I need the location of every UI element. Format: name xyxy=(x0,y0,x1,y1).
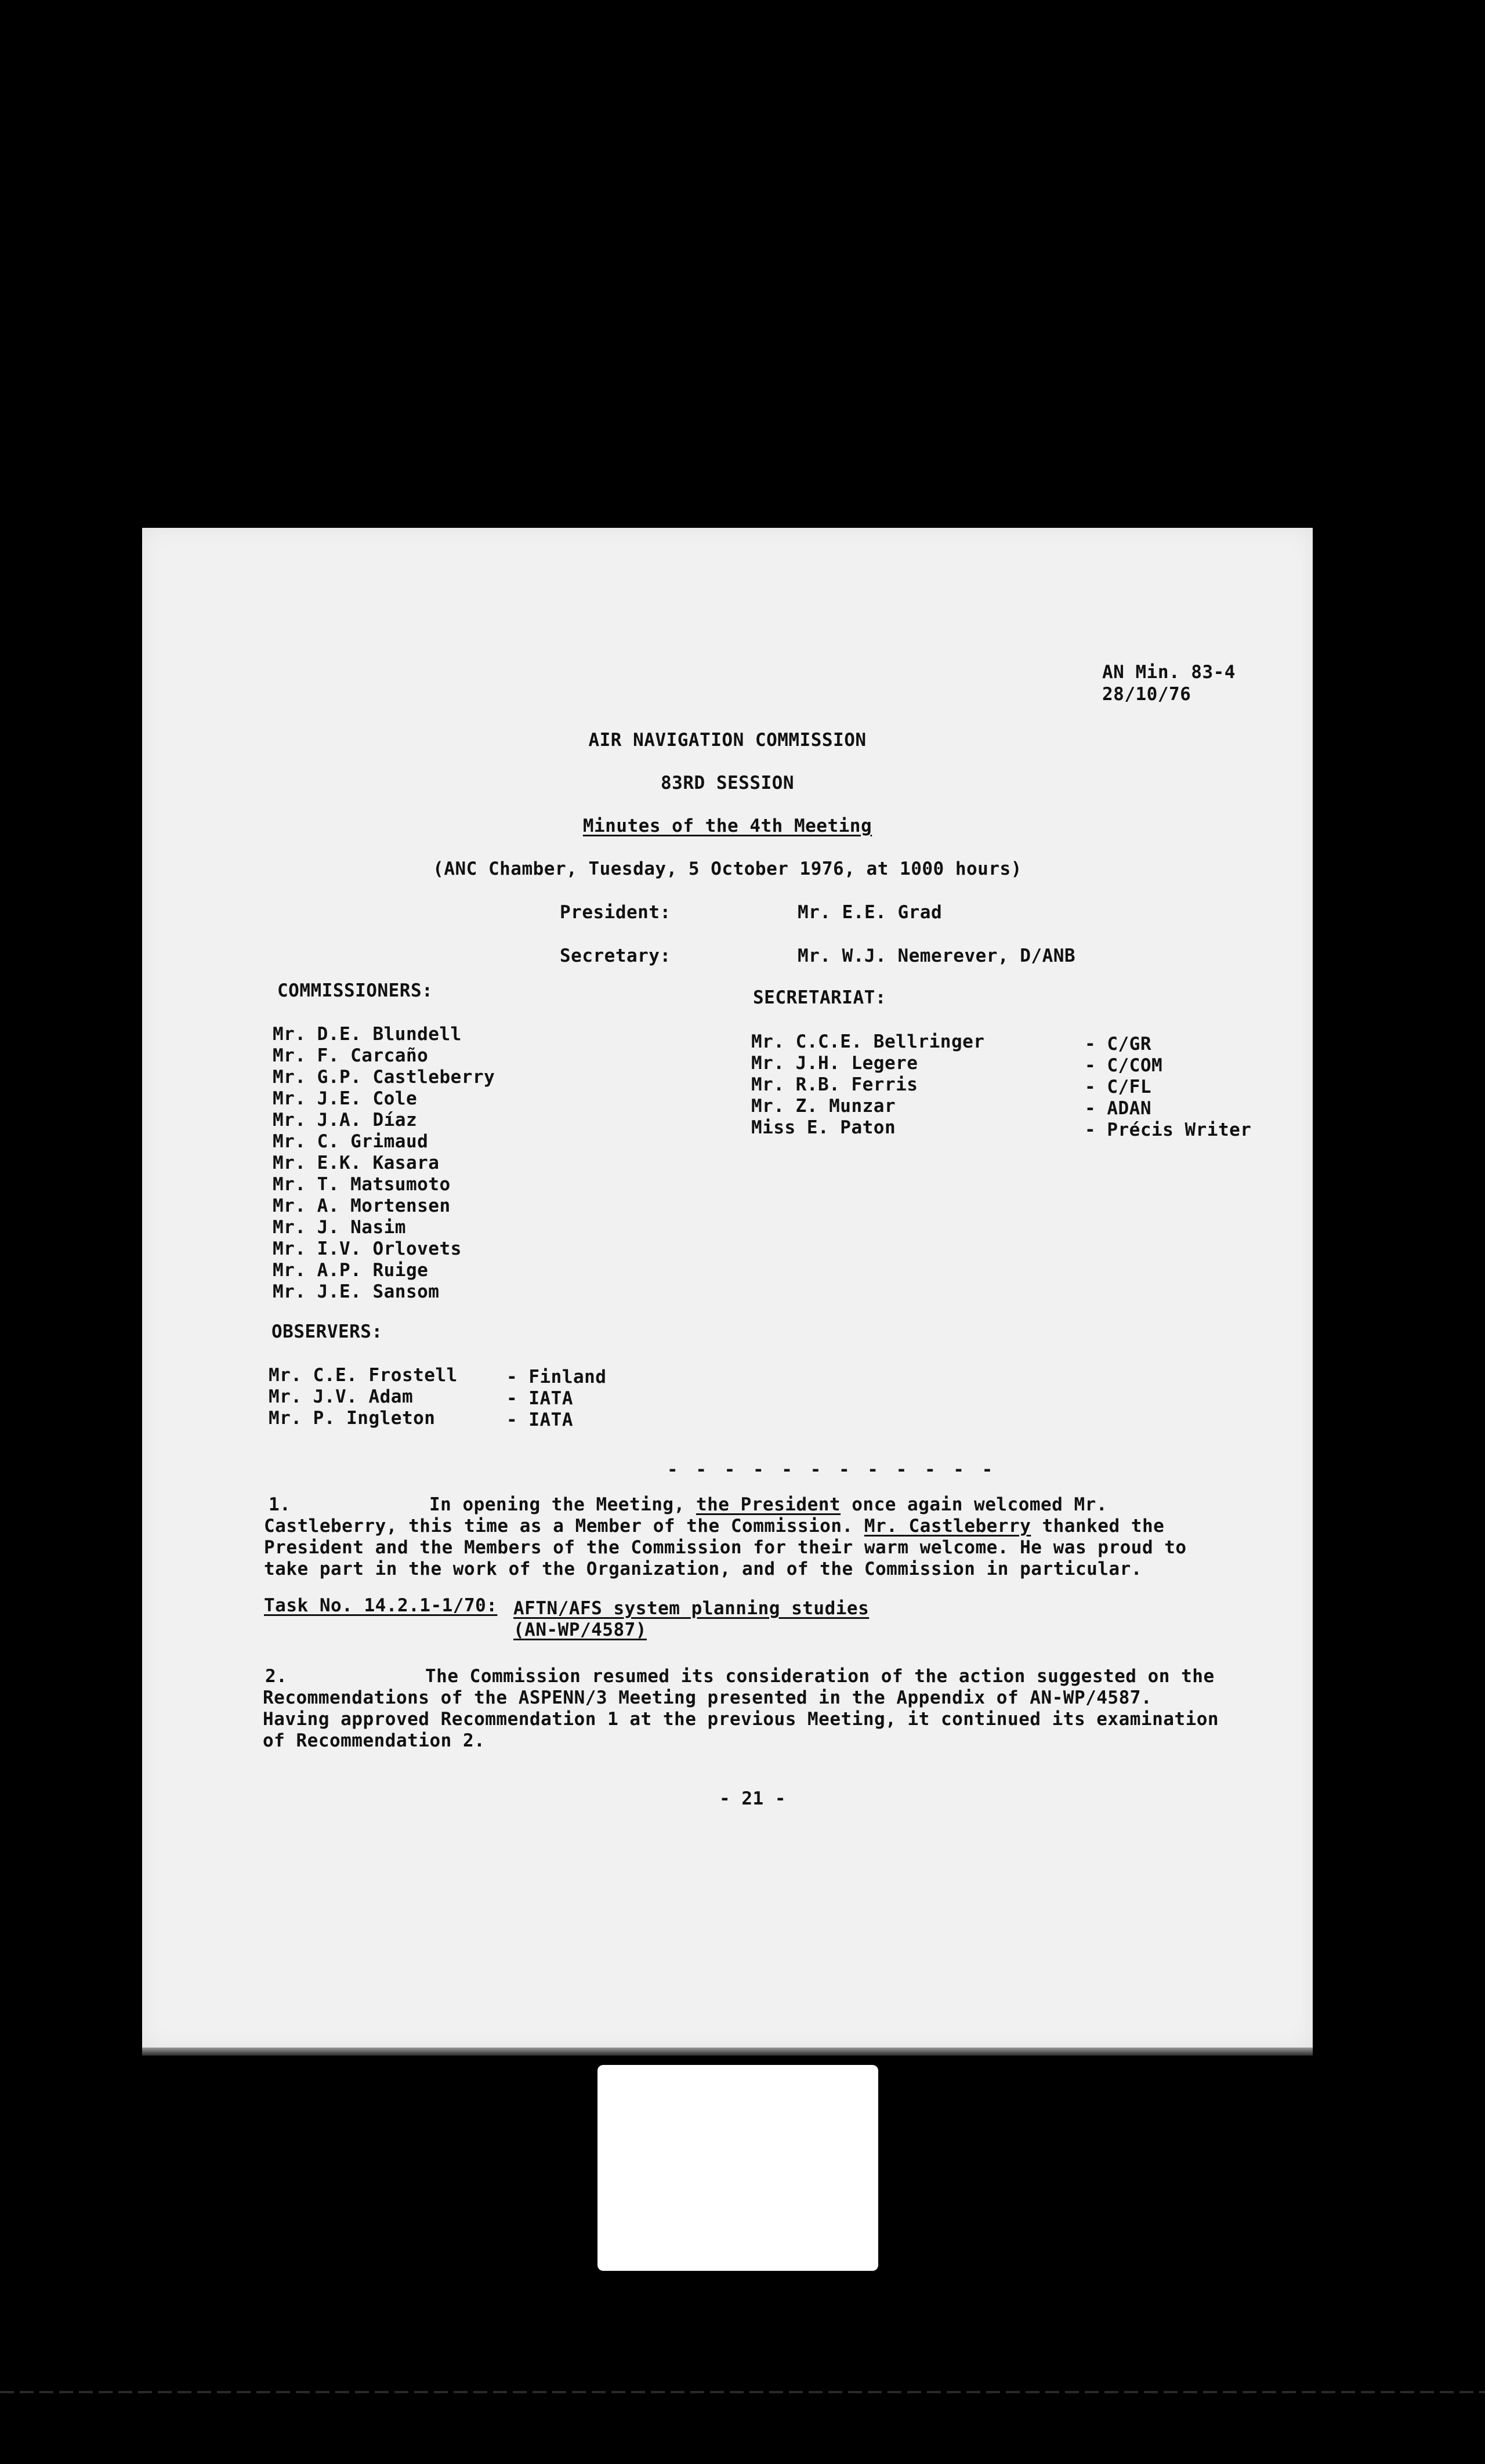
observer-name: Mr. P. Ingleton xyxy=(269,1408,436,1429)
commissioner: Mr. J.A. Díaz xyxy=(273,1110,418,1130)
secretariat-name: Miss E. Paton xyxy=(751,1117,896,1138)
task-ref-wrap xyxy=(513,1619,647,1641)
secretariat-role: - C/COM xyxy=(1085,1055,1163,1076)
para1-text-b: once again welcomed Mr. Castleberry, this time as a Member of the Commission. xyxy=(264,1494,1108,1537)
commissioner: Mr. J. Nasim xyxy=(273,1217,406,1238)
task-label: Task No. 14.2.1-1/70: xyxy=(264,1595,498,1616)
president-name: Mr. E.E. Grad xyxy=(798,902,943,923)
secretariat-role: - Précis Writer xyxy=(1085,1119,1252,1140)
observer-affiliation: - IATA xyxy=(506,1409,573,1430)
commissioners-label: COMMISSIONERS: xyxy=(277,980,433,1001)
secretariat-roles xyxy=(1085,1034,1251,1141)
para1-president: the President xyxy=(696,1494,841,1515)
reference-date: 28/10/76 xyxy=(1102,684,1191,705)
commission-heading: AIR NAVIGATION COMMISSION xyxy=(588,730,867,751)
observer-affiliation: - IATA xyxy=(506,1388,573,1409)
observer-name: Mr. J.V. Adam xyxy=(269,1386,414,1407)
task-title: AFTN/AFS system planning studies xyxy=(513,1598,870,1619)
meeting-venue: (ANC Chamber, Tuesday, 5 October 1976, at 1000 hours) xyxy=(433,858,1022,879)
reference-code: AN Min. 83-4 xyxy=(1102,662,1236,683)
secretariat-name: Mr. Z. Munzar xyxy=(751,1096,896,1117)
para2-number: 2. xyxy=(265,1666,288,1687)
secretariat-role: - ADAN xyxy=(1085,1098,1151,1119)
reference-block xyxy=(1102,661,1236,705)
secretary-name: Mr. W.J. Nemerever, D/ANB xyxy=(798,945,1076,966)
task-label-wrap xyxy=(264,1595,497,1617)
observers-affiliations xyxy=(506,1367,606,1431)
paragraph-1 xyxy=(264,1494,1227,1580)
task-ref: (AN-WP/4587) xyxy=(513,1619,647,1640)
president-label: President: xyxy=(560,902,671,923)
observers-names xyxy=(269,1365,458,1429)
secretariat-role: - C/GR xyxy=(1085,1034,1151,1055)
page-shadow-edge xyxy=(142,2048,1313,2056)
film-strip-edge xyxy=(0,2391,1485,2393)
commissioner: Mr. T. Matsumoto xyxy=(273,1174,451,1195)
commissioner: Mr. D.E. Blundell xyxy=(273,1024,462,1045)
minutes-title-wrap xyxy=(142,816,1313,837)
observer-affiliation: - Finland xyxy=(506,1367,607,1387)
secretariat-role: - C/FL xyxy=(1085,1077,1151,1097)
para1-number: 1. xyxy=(269,1494,291,1515)
commissioner: Mr. J.E. Cole xyxy=(273,1088,418,1109)
blank-card xyxy=(597,2065,878,2271)
task-title-wrap xyxy=(513,1598,869,1619)
commissioner: Mr. E.K. Kasara xyxy=(273,1153,440,1173)
commissioner: Mr. J.E. Sansom xyxy=(273,1281,440,1302)
commissioner: Mr. A. Mortensen xyxy=(273,1195,451,1216)
para1-text-c: thanked the President and the Members of the Commission for their warm welcome. He was proud to take part in the work of the Organization, and of the Commission in particular. xyxy=(264,1516,1187,1579)
secretariat-name: Mr. J.H. Legere xyxy=(751,1053,918,1074)
commissioner: Mr. I.V. Orlovets xyxy=(273,1238,462,1259)
minutes-title: Minutes of the 4th Meeting xyxy=(582,816,872,836)
para1-castleberry: Mr. Castleberry xyxy=(864,1516,1031,1537)
commissioner: Mr. F. Carcaño xyxy=(273,1045,429,1066)
secretariat-name: Mr. C.C.E. Bellringer xyxy=(751,1031,985,1052)
commissioner: Mr. C. Grimaud xyxy=(273,1131,429,1152)
secretariat-label: SECRETARIAT: xyxy=(753,987,886,1008)
page-number: - 21 - xyxy=(719,1788,786,1809)
observers-label: OBSERVERS: xyxy=(271,1321,383,1342)
observer-name: Mr. C.E. Frostell xyxy=(269,1365,458,1386)
secretariat-name: Mr. R.B. Ferris xyxy=(751,1074,918,1095)
section-separator: - - - - - - - - - - - - xyxy=(667,1459,997,1480)
session-heading: 83RD SESSION xyxy=(661,773,794,793)
commissioner: Mr. G.P. Castleberry xyxy=(273,1067,495,1088)
paragraph-2: The Commission resumed its consideration of the action suggested on the Recommendations of the ASPENN/3 Meeting presented in the Appendix of AN-WP/4587. Having approved Recommendation 1 at the previous Meeting, it continued its examination of Recommendation 2. xyxy=(263,1666,1219,1751)
commissioner: Mr. A.P. Ruige xyxy=(273,1260,429,1281)
para1-text-a: In opening the Meeting, xyxy=(429,1494,696,1515)
secretary-label: Secretary: xyxy=(560,945,671,966)
secretariat-names xyxy=(751,1031,984,1139)
commissioners-list xyxy=(273,1024,495,1303)
